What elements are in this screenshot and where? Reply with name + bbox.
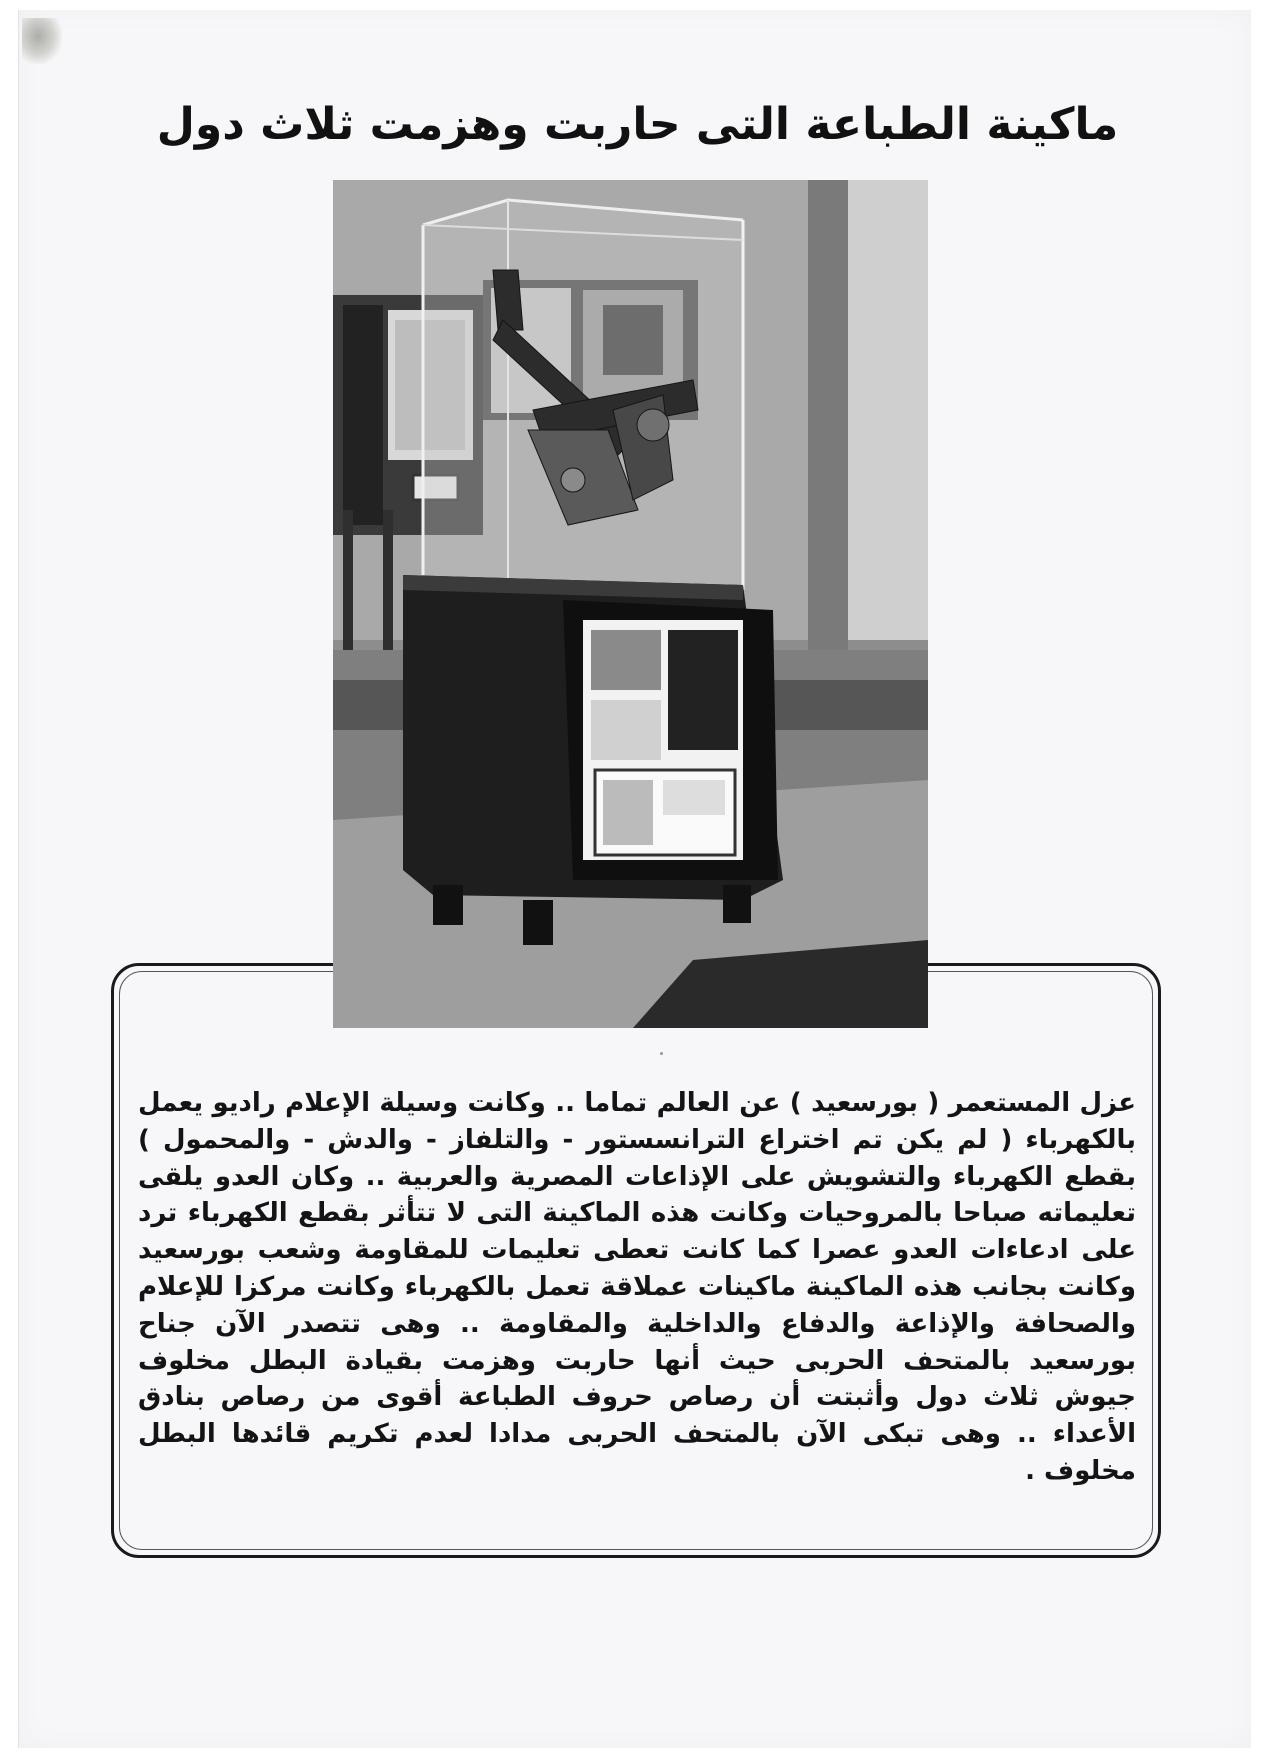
stain-mark xyxy=(22,18,62,64)
print-speck xyxy=(660,1052,663,1055)
article-body: عزل المستعمر ( بورسعيد ) عن العالم تماما .. وكانت وسيلة الإعلام راديو يعمل بالكهرباء ( لم يكن تم اختراع الترانسستور - والتلفاز - والدش - والمحمول ) بقطع الكهرباء والتشويش على الإذاعات المصرية والعربية .. وكان العدو يلقى تعليماته صباحا بالمروحيات وكانت هذه الماكينة التى لا تتأثر بقطع الكهرباء ترد على ادعاءات العدو عصرا كما كانت تعطى تعليمات للمقاومة وشعب بورسعيد وكانت بجانب هذه الماكينة ماكينات عملاقة تعمل بالكهرباء وكانت مركزا للإعلام والصحافة والإذاعة والدفاع والداخلية والمقاومة .. وهى تتصدر الآن جناح بورسعيد بالمتحف الحربى حيث أنها حاربت وهزمت بقيادة البطل مخلوف جيوش ثلاث دول وأثبتت أن رصاص حروف الطباعة أقوى من رصاص بنادق الأعداء .. وهى تبكى الآن بالمتحف الحربى مدادا لعدم تكريم قائدها البطل مخلوف . xyxy=(138,1088,1136,1486)
printing-machine-photo xyxy=(333,180,928,1028)
page-title: ماكينة الطباعة التى حاربت وهزمت ثلاث دول xyxy=(156,99,1119,151)
